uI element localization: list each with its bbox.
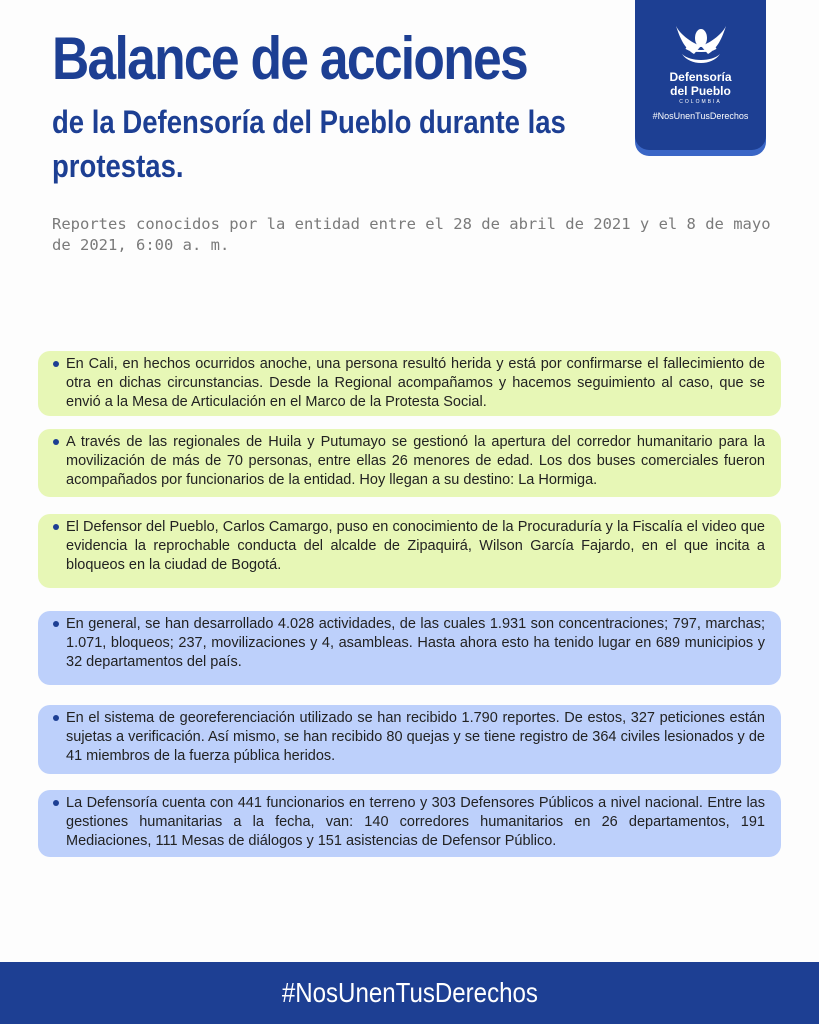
defensoria-logo (635, 0, 766, 150)
report-text: En el sistema de georeferenciación utilizado se han recibido 1.790 reportes. De estos, 327 peticiones están sujetas a verificación. Así mismo, se han recibido 80 quejas y se tiene registro de 364 civiles lesionados y de 41 miembros de la fuerza pública heridos. (66, 710, 765, 764)
bullet-icon (53, 621, 59, 627)
report-card (38, 351, 781, 416)
report-text: La Defensoría cuenta con 441 funcionarios en terreno y 303 Defensores Públicos a nivel nacional. Entre las gestiones humanitarias a la fecha, van: 140 corredores humanitarios en 26 departamentos, 191 Mediaciones, 111 Mesas de diálogos y 151 asistencias de Defensor Público. (66, 795, 765, 849)
report-text: En Cali, en hechos ocurridos anoche, una persona resultó herida y está por confirmarse el fallecimiento de otra en dichas circunstancias. Desde la Regional acompañamos y hacemos seguimiento al caso, que se envió a la Mesa de Articulación en el Marco de la Protesta Social. (66, 356, 765, 410)
report-card (38, 514, 781, 588)
report-period: Reportes conocidos por la entidad entre el 28 de abril de 2021 y el 8 de mayo de 2021, 6:00 a. m. (52, 215, 771, 254)
bullet-icon (53, 361, 59, 367)
bullet-icon (53, 715, 59, 721)
report-text: El Defensor del Pueblo, Carlos Camargo, puso en conocimiento de la Procuraduría y la Fiscalía el video que evidencia la reprochable conducta del alcalde de Zipaquirá, Wilson García Fajardo, en el que incita a bloqueos en la ciudad de Bogotá. (66, 519, 765, 573)
dove-hands-emblem-icon (672, 24, 730, 68)
bullet-icon (53, 800, 59, 806)
report-card (38, 611, 781, 685)
report-text: En general, se han desarrollado 4.028 actividades, de las cuales 1.931 son concentraciones; 797, marchas; 1.071, bloqueos; 237, movilizaciones y 4, asambleas. Hasta ahora esto ha tenido lugar en 689 municipios y 32 departamentos del país. (66, 616, 765, 670)
report-card (38, 705, 781, 774)
bullet-icon (53, 439, 59, 445)
footer-hashtag: #NosUnenTusDerechos (281, 977, 538, 1008)
page-subtitle: de la Defensoría del Pueblo durante las protestas. (52, 104, 566, 184)
bullet-icon (53, 524, 59, 530)
report-text: A través de las regionales de Huila y Putumayo se gestionó la apertura del corredor humanitario para la movilización de más de 70 personas, entre ellas 26 menores de edad. Los dos buses comerciales fueron acompañados por funcionarios de la entidad. Hoy llegan a su destino: La Hormiga. (66, 434, 765, 488)
logo-country: COLOMBIA (679, 99, 722, 105)
logo-name (635, 70, 766, 98)
report-card (38, 429, 781, 497)
report-card (38, 790, 781, 857)
page-title: Balance de acciones (52, 25, 527, 92)
logo-hashtag: #NosUnenTusDerechos (652, 111, 749, 121)
footer-banner (0, 962, 819, 1024)
logo-name-line2: del Pueblo (670, 84, 731, 98)
logo-name-line1: Defensoría (669, 70, 732, 84)
